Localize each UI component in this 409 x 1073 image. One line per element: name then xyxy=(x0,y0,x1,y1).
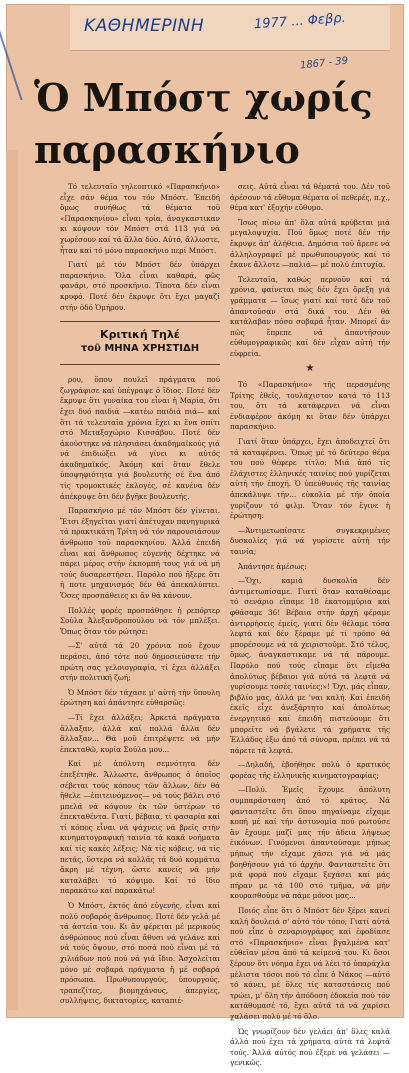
paragraph: Ἴσως πίσω ἀπ' ὅλα αὐτά κρύβεται μιά μεγαλοψυχία. Πού ὅμως ποτέ δέν τήν ἔκρυψε ἀπ' ἀλήθεια. Δημόσια τοῦ ἄρεσε νά ἀλληλογραφεῖ μέ πρωθυπουργούς καί τό ἔκανε ἄλλοτε —παλιά— μέ πολύ ἐπιτυχία. xyxy=(230,217,390,270)
title-line-2: παρασκήνιο xyxy=(34,127,300,172)
paragraph: Τό «Παρασκήνιο» τῆς περασμένης Τρίτης ἐθεῖς, τουλάχιστον κατά τό 113 του, ὅτι τά κατάφερνει νά εἶναι ἐνδιαφέρον ἀκόμη κι ὅταν δέν ὑπάρχει παρασκήνιο. xyxy=(230,380,390,432)
handwritten-ref: 1867 - 39 xyxy=(299,55,349,72)
paragraph: —Τί ἔχει ἀλλάξει; Ἀρκετά πράγματα ἄλλαξαν, ἀλλά καί πολλά ἄλλα δέν ἄλλαξαν... Θά μοῦ ἐπιτρέψετε νά μήν ἐπεκταθῶ, κυρία Σούλα μου... xyxy=(60,712,220,754)
paragraph: σεις. Αὐτά εἶναι τά θέματά του. Δέν τοῦ ἀρέσουν τά εὔθυμα θέματα οἱ πεθερές, π.χ., θέμα κατ' ἐξοχήν εὔθυμο. xyxy=(230,182,390,213)
paragraph: —Πολύ. Ἐμεῖς ἔχουμε ἀπόλυτη συμπαράσταση ἀπό τό κράτος. Νά φανταστεῖτε ὅτι ὅπου πηγαίναμε εἴχαμε κοπή μέ καί τήν ἀστυνομία πού ρωτούσε ἂν ἔχουμε μαζί μας τήν ἀδεια λήψεως ἐικόνων. Γινόμενοι ἀπαντούσαμε μήπως μήπως τήν εἴχαμε χάσει γιά νά μάς βοηθήσουν γιά τό ἀρχήν. Φανταστεῖτε ὅτι μιά φορά πού εἴχαμε ξεχάσει καί μάς πήραν με τά 100 στό τμῆμα, νά μήν κουρασθοῦμε νά πάμε μόνοι μας... xyxy=(230,785,390,901)
paragraph: Τό τελευταῖο τηλεοπτικό «Παρασκήνιο» εἶχε σάν θέμα του τόν Μπόστ. Ἐπειδή ὅμως συνήθως τά θέματα τοῦ «Παρασκηνίου» εἶναι τρία, ἀναγκαστικαν κι κόψουν τόν Μπόστ στά 113 γιά νά χωρέσουν καί τά ἄλλα δύο. Αὐτό, ἄλλωστε, ἦταν καί τό μόνο παρασκήνιο περί Μπόστ. xyxy=(60,182,220,255)
handwritten-date: 1977 ... Φεβρ. xyxy=(253,10,347,33)
paragraph: Παρασκήνιο μέ τόν Μπόστ δέν γίνεται. Ἔτσι ἐξηγεῖται γιατί ἀπέτυχαν πανηγυρικά τά πρακτικάτη Τρίτη νά τόν παρουσιάσουν ἀνθρωπο τοῦ παρασκηνίου. Ἀλλά ἐπειδή εἶναι καί ἄνθρωπος εὐγενής δέχτηκε νά πάρει μέρος στήν ἐκπομπή τους γιά νά μή τούς δυσαρεστήσει. Παρόλο πού ἤξερε ὅτι ἡ ποτε μηχανισμός δέν θά ἀπεκαλύπτει. Ὅσες προσπάθειες κι ἄν θά κάνουν. xyxy=(60,506,220,600)
paragraph: Πολλές φορές προσπάθησε ἡ ρεπόρτερ Σούλα Ἀλεξανδροπούλου νά τόν μπλέξει. Ὅπως ὅταν τόν ρώτησε: xyxy=(60,605,220,636)
paragraph: —Ὄχι, καμιά δυσκολία δέν ἀντιμετωπίσαμε. Γιατί ὅταν καταθέσαμε τό σενάριο εἴπαμε 18 ἐκατομμύρια καί φθάσαμε 36! Βέβαια στήν ἀρχή φέραμε ἀντιρρήσεις ἐμείς, γιατί δέν θέλαμε τόσα λεφτά καί δέν ξέραμε μέ τί τρόπο θά μπορέσουμε νά τά χειριστοῦμε. Στό τέλος, ὅμως, ἀναγκαστικαμε νά τά πάρουμε. Παρόλο πού τούς εἴπαμε ὅτι εἴμεθα ἀπολύτως βέβαιοι γιά αὐτά τά λεφτά νά γυρίσουμε τοσές ταινίες;»! Ὄχι, μάς εἶπαν, βιβλίο μας, ἀλλά με 'ναι καλή. Καί ἐπειδή ἐκεῖς εἶχε ἀνεξάρτητο καί ἀπολύτως ἐνεργητικό καί ἐπειδή πιστεύουμε ὅτι μπορεῖτε νά βγάλετε τά χρήματα τῆς Ἑλλάδος ἐξω ἀπό τά σύνορα, πρέπει νά τά πάρετε τά λεφτά. xyxy=(230,576,390,755)
clipping-edge xyxy=(6,150,18,1010)
paragraph: ρου, ὅπου πουλεῖ πράγματα πού ζωγράφισε καί ὑπέγραψε ὁ ἴδιος. Ποτέ δέν ἔκρυψε ὅτι γυναίκα του εἶναι ἡ Μαρία, ὅτι ἔχει δυό παιδιά —κατέω παιδιά πιά— καί ὅτι τά τελευταῖα χρόνια ἔχει κι ἕνα σπίτι στό Μεταξοχώριο Κισσάβου. Ποτέ δέν ἀκούστηκε νά πλησιάσει ἀκαδημαϊκούς γιά νά ἐπιδιώξει νά γίνει κι αὐτός ἀκαδημαϊκός. Ἀκόμη καί ὅταν ἔθελε ὑποψηφιότητα γιά βουλευτής σέ ἕνα ἀπό τίς τρομοκτικές ἐκλογές, σέ κανένα δέν ἀπέκρυψε ὅτι δέν βγῆκε βουλευτής. xyxy=(60,375,220,501)
title-line-1: Ὁ Μπόστ χωρίς xyxy=(34,75,373,120)
section-divider-star: ★ xyxy=(305,362,315,374)
paragraph: Ὁ Μπόστ δέν τάχασε μ' αὐτή τήν ὕπουλη ἐρώτηση καί ἀπάντησε εὐθαρσῶς: xyxy=(60,687,220,708)
paragraph: —Ἀντιμετωπίσατε συγκεκριμένες δυσκολίες γιά νά γυρίσετε αὐτή τήν ταινία; xyxy=(230,525,390,556)
paragraph: Γιατί μέ τόν Μπόστ δέν ὑπάρχει παρασκήνιο. Ὅλα εἶναι καθαρά, φῶς φανάρι, στό προσκήνιο. Τίποτα δέν εἶναι κρυφό. Ποτέ δέν ἔκρυψε ὅτι ἔχει μαγαζί στήν ὁδό Ὁμήρου. xyxy=(60,260,220,312)
column-right xyxy=(230,182,390,1073)
paragraph: Ὁ Μπόστ, ἐκτός ἀπό εὐγενής, εἶναι καί πολύ σοβαρός ἄνθρωπος. Ποτέ δέν γελᾶ μέ τά ἀστεῖα του. Κι ἄν φέρεται μέ μερικούς ἀνθρώπους πού εἶναι ἄθυσι νά γελάνε καί νά τούς ὄψουν, στό ποσά πού εἶναι μέ τά χιλιάδων πού πού νά γιά ἴδιο. Ἀσχολεῖται μόνο μέ σοβαρά πράγματα ἤ μέ σοβαρά πρόσωπα. Πρωθυπουργούς, ὑπουργούς, τραπεζίτες, βιομηχάνους, ἀπεργίες, συλλήψεις, δικτατορίες, καταπιέ- xyxy=(60,901,220,1006)
author-name: τοῦ ΜΗΝΑ ΧΡΗΣΤΙΔΗ xyxy=(80,343,200,355)
paragraph: —Δηλαδή, ἐβοήθησε πολύ ὁ κρατικός φορέας τῆς ἑλληνικῆς κινηματογραφίας; xyxy=(230,760,390,780)
paragraph: Γιατί ὅταν ὑπάρχει, ἔχει ἀποδειχτεῖ ὅτι τά καταφέρνει. Ὅπως μέ τό δεύτερο θέμα του πού θέφερε τίτλο: Μιά ἀπό τίς ἐλάχιστες ἑλληνικές ταινίες πού γυρίζεται αὐτή τήν ἐποχή. Ὁ ὑπεύθυνός τῆς ταινίας ἀπεκάλυψε τήν... εὐκολία μέ τήν ὁποία γυρίζουν τό φιλμ. Ὅταν τόν ἔγινε ἡ ἐρώτηση: xyxy=(230,437,390,521)
paragraph: Τελευταῖα, καθώς περνοῦν καί τά χρόνια, φαίνεται πώς δέν ἔχει ὄρεξη γιά γράμματα — ἴσως γιατί καί τοτέ δέν τοῦ ἀπαντοῦσαν στά δικά του. Δέν θά κατάλαβαν πόσο σοβαρά ἦταν. Μπορεῖ ἀν πῶς ἔπρεπε νά ἀπαντήσουν εὐθυμογραφικῶς καί δέν εἶχαν αὐτή τήν εὐφρεία. xyxy=(230,274,390,358)
section-kicker: Κριτική Τηλέ xyxy=(100,328,180,342)
article-title xyxy=(34,72,394,176)
paragraph: Ποιός εἶπε ὅτι ὁ Μπόστ δέν ξέρει κανεί καλή δουλειά σ' αὐτό τόν τόπο; Γιατί αὐτά πού εἶπε ὁ σεναριογράφος καί ἐφοδίασε στό «Παρασκήνιο» εἶναι βγαλμένα κατ' εὐθεῖαν μέσα ἀπό τά κείμενά του. Κι ὅσοι ξέρουν ὅτι νόημα ἔχει νά λέει τό ὑπαράχλα μέλιστα τόσοι πού τό εἶπε ὁ Νάκος —αὐτό τό κάνει, μέ ὅλες τίς καταστάσεις πού τρώει, μ' ὅλη τήν ἀπόδοση ἐδοκεία πού τόν κατάθυμασέ τό, ἔχει αὐτά τά νά χαρίσει χαλάσει πολύ μέ τό ὅλο. xyxy=(230,906,390,1021)
paragraph: —Σ' αὐτά τά 20 χρόνια πού ἔχουν περάσει, ἀπό τότε πού δημοσιεύσατε τήν πρώτη σας γελοιογραφία, τί ἔχει ἀλλάξει στήν πολιτική ζωή; xyxy=(60,641,220,683)
column-left xyxy=(60,182,220,1011)
paragraph: Ἀπάντησε ἀμέσως: xyxy=(238,561,307,571)
byline xyxy=(60,321,220,365)
masthead: ΚΑΘΗΜΕΡΙΝΗ xyxy=(84,16,205,36)
paragraph: Ὡς γνωρίζουν δέν γελάει ἀπ' ὅλες καλά ἀλλά πού ἐχει τά χρήματα αὐτά τά λεφτά τούς. Ἀλλά αὐτός πού ἔξερε νά γελάσει — γενικῶς. xyxy=(230,1026,390,1068)
paragraph: Καί μέ ἀπόλυτη σεμνότητα δέν ἐπεξέτηθε. Ἄλλωστε, ἄνθρωπος ὁ ὁποῖος σέβεται τούς κόπους τῶν ἄλλων, δέν θά ἤθελε —ἐπιτεινόμενος— νά τούς βάλει στό μπελά νά κόψουν ἐκ τῶν ὑστέρων τό ἐπεκταθέντα. Γιατί, βέβαια, τί φασαρία καί τί κόπος εἶναι νά ψάχνεις νά βρεῖς στήν κινηματογραφική ταινία τά κακά νοήματα καί τίς κακές λέξεις; Νά τίς κόβεις, νά τίς πετάς, ὕστερα νά κολλᾶς τά δυό κομμάτια ἄκρη μέ τέχνη, ὥστε κανείς νά μήν καταλάβει τό κόψιμο. Καί τό ἴδιο παρακάτω καί παρακάτω! xyxy=(60,759,220,896)
